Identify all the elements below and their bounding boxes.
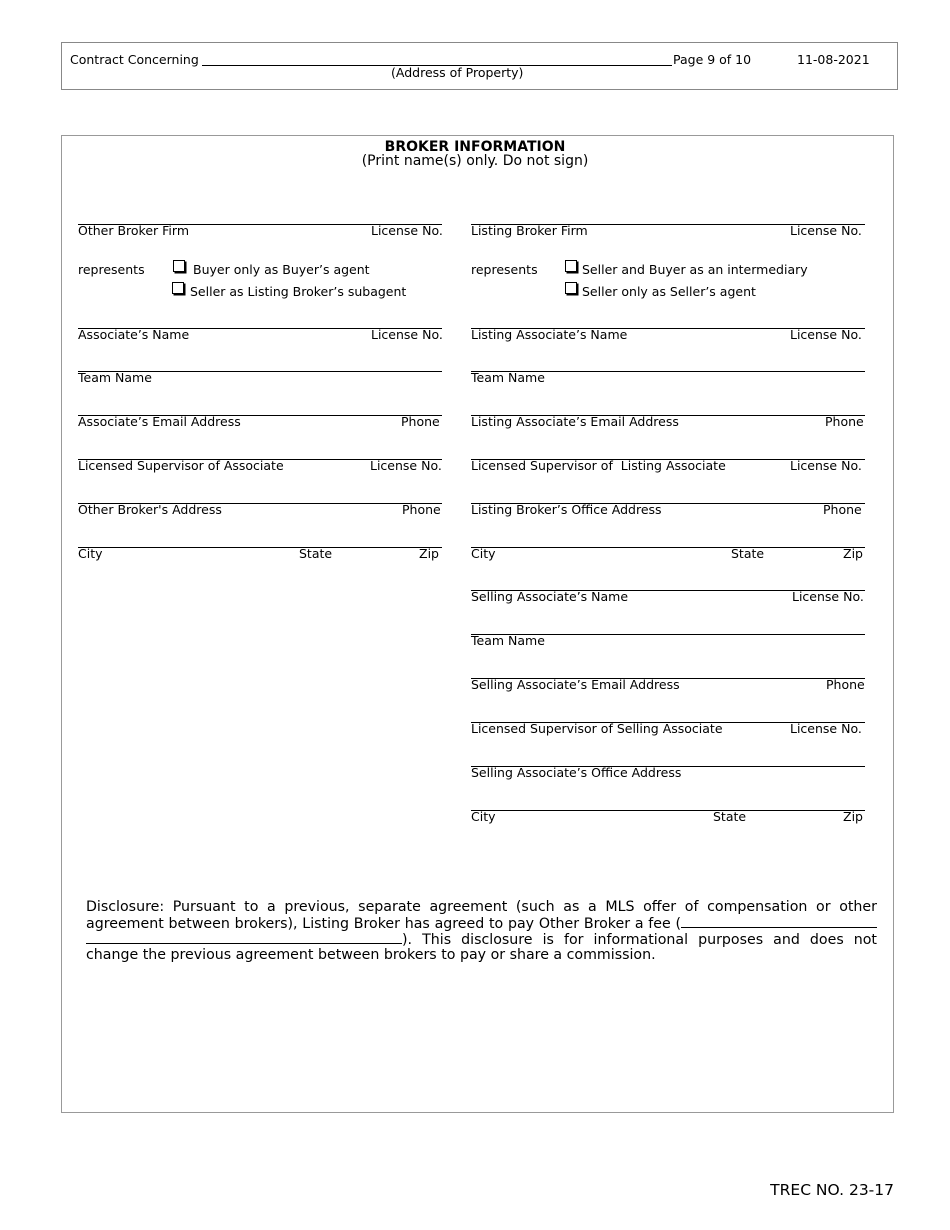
- listing-associate-phone-label: Phone: [825, 414, 864, 429]
- listing-office-phone-label: Phone: [823, 502, 862, 517]
- other-broker-license-label: License No.: [371, 223, 443, 238]
- buyer-agent-checkbox[interactable]: [173, 260, 185, 272]
- right-state-label: State: [731, 546, 765, 561]
- listing-supervisor-license-label: License No.: [790, 458, 862, 473]
- selling-city-label: City: [471, 809, 496, 824]
- form-date: 11-08-2021: [797, 52, 870, 67]
- supervisor-license-label: License No.: [370, 458, 442, 473]
- listing-office-address-label: Listing Broker’s Office Address: [471, 502, 662, 517]
- left-state-label: State: [299, 546, 333, 561]
- left-city-field[interactable]: [78, 547, 442, 548]
- listing-associate-name-label: Listing Associate’s Name: [471, 327, 628, 342]
- associate-name-label: Associate’s Name: [78, 327, 190, 342]
- broker-information-box: [61, 135, 894, 1113]
- listing-associate-email-label: Listing Associate’s Email Address: [471, 414, 679, 429]
- address-caption: (Address of Property): [391, 65, 524, 80]
- buyer-agent-option-label: Buyer only as Buyer’s agent: [193, 262, 370, 277]
- intermediary-option-label: Seller and Buyer as an intermediary: [582, 262, 808, 277]
- right-represents-label: represents: [471, 262, 538, 277]
- selling-supervisor-label: Licensed Supervisor of Selling Associate: [471, 721, 723, 736]
- contract-concerning-label: Contract Concerning: [70, 52, 199, 67]
- listing-broker-license-label: License No.: [790, 223, 862, 238]
- fee-field-line2[interactable]: [86, 931, 402, 944]
- listing-supervisor-label: Licensed Supervisor of Listing Associate: [471, 458, 726, 473]
- selling-supervisor-license-label: License No.: [790, 721, 862, 736]
- seller-agent-option-label: Seller only as Seller’s agent: [582, 284, 756, 299]
- listing-broker-firm-label: Listing Broker Firm: [471, 223, 588, 238]
- selling-associate-email-label: Selling Associate’s Email Address: [471, 677, 680, 692]
- right-team-name-label: Team Name: [471, 370, 545, 385]
- fee-field-line1[interactable]: [681, 915, 877, 928]
- seller-agent-checkbox[interactable]: [565, 282, 577, 294]
- disclosure-text-part1: Disclosure: Pursuant to a previous, separate agreement (such as a MLS offer of compensation or other agreement between brokers), Listing Broker has agreed to pay Other Broker a fee (: [86, 899, 877, 932]
- associate-phone-label: Phone: [401, 414, 440, 429]
- other-broker-address-label: Other Broker's Address: [78, 502, 222, 517]
- section-subtitle: (Print name(s) only. Do not sign): [361, 153, 589, 169]
- selling-team-name-label: Team Name: [471, 633, 545, 648]
- associate-license-label: License No.: [371, 327, 443, 342]
- seller-subagent-option-label: Seller as Listing Broker’s subagent: [190, 284, 407, 299]
- right-city-field[interactable]: [471, 547, 865, 548]
- left-team-name-label: Team Name: [78, 370, 152, 385]
- selling-associate-license-label: License No.: [792, 589, 864, 604]
- disclosure-text-part2: ). This disclosure is for informational purposes and does not change the previous agreement between brokers to pay or share a commission.: [86, 932, 877, 963]
- trec-form-number: TREC NO. 23-17: [770, 1181, 894, 1199]
- selling-city-field[interactable]: [471, 810, 865, 811]
- selling-associate-phone-label: Phone: [826, 677, 865, 692]
- left-represents-label: represents: [78, 262, 145, 277]
- listing-associate-license-label: License No.: [790, 327, 862, 342]
- seller-subagent-checkbox[interactable]: [172, 282, 184, 294]
- selling-office-address-label: Selling Associate’s Office Address: [471, 765, 682, 780]
- supervisor-label: Licensed Supervisor of Associate: [78, 458, 284, 473]
- section-title: BROKER INFORMATION: [384, 139, 566, 155]
- left-zip-label: Zip: [419, 546, 439, 561]
- associate-email-label: Associate’s Email Address: [78, 414, 241, 429]
- selling-zip-label: Zip: [843, 809, 863, 824]
- other-broker-firm-label: Other Broker Firm: [78, 223, 189, 238]
- page-number: Page 9 of 10: [673, 52, 752, 67]
- intermediary-checkbox[interactable]: [565, 260, 577, 272]
- right-city-label: City: [471, 546, 496, 561]
- right-zip-label: Zip: [843, 546, 863, 561]
- disclosure-paragraph: [86, 900, 877, 962]
- other-broker-phone-label: Phone: [402, 502, 441, 517]
- selling-associate-name-label: Selling Associate’s Name: [471, 589, 629, 604]
- left-city-label: City: [78, 546, 103, 561]
- selling-state-label: State: [713, 809, 747, 824]
